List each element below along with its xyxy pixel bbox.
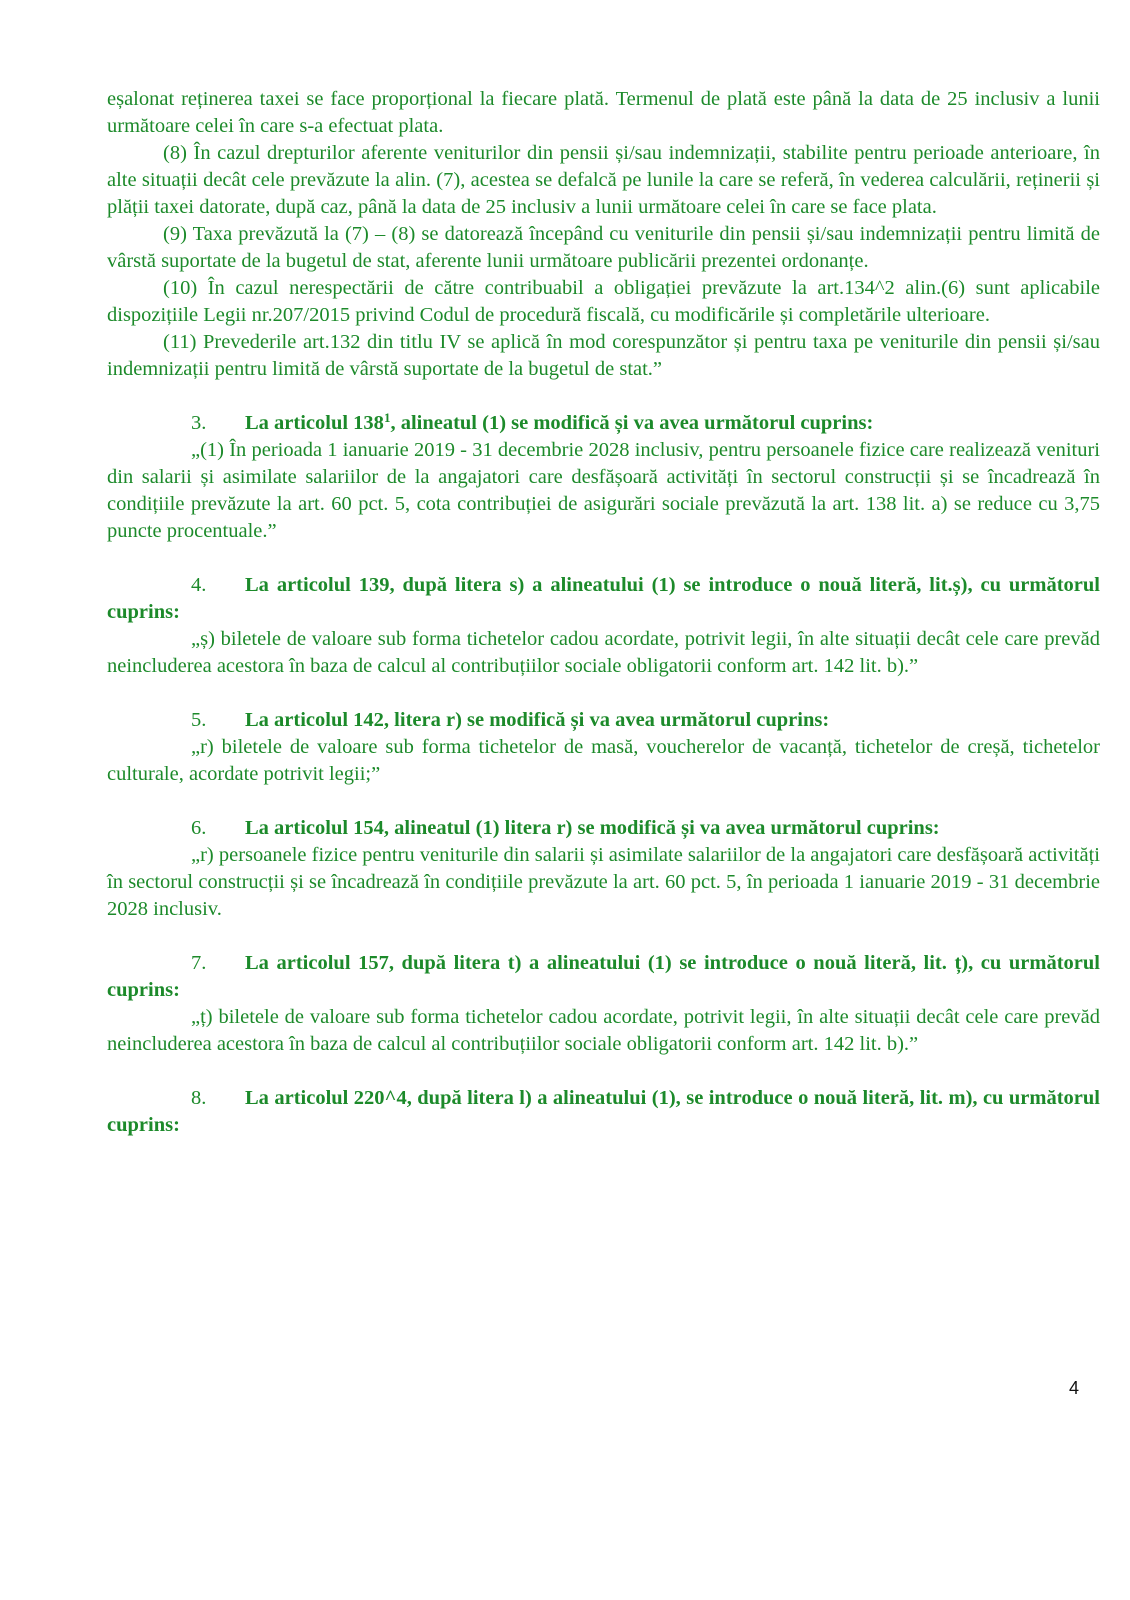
amendment-6-text: „r) persoanele fizice pentru veniturile din salarii și asimilate salariilor de la angajatori care desfășoară activități în sectorul construcții și se încadrează în condițiile prevăzute la art. 60 pct. 5, în perioada 1 ianuarie 2019 - 31 decembrie 2028 inclusiv. — [107, 844, 1100, 920]
paragraph-9: (9) Taxa prevăzută la (7) – (8) se datorează începând cu veniturile din pensii și/sau indemnizații pentru limită de vârstă suportate de la bugetul de stat, aferente lunii următoare publicării prezentei ordonanțe. — [107, 223, 1100, 272]
paragraph-11: (11) Prevederile art.132 din titlu IV se aplică în mod corespunzător și pentru taxa pe veniturile din pensii și/sau indemnizații pentru limită de vârstă suportate de la bugetul de stat.” — [107, 331, 1100, 380]
amendment-7-heading — [107, 950, 1100, 1004]
amendment-heading-text: La articolul 154, alineatul (1) litera r) se modifică și va avea următorul cuprins: — [245, 817, 940, 839]
amendment-5-text: „r) biletele de valoare sub forma tichetelor de masă, voucherelor de vacanță, tichetelor de creșă, tichetelor culturale, acordate potrivit legii;” — [107, 736, 1100, 785]
amendment-3-text: „(1) În perioada 1 ianuarie 2019 - 31 decembrie 2028 inclusiv, pentru persoanele fizice care realizează venituri din salarii și asimilate salariilor de la angajatori care desfășoară activități în sectorul construcții și se încadrează în condițiile prevăzute la art. 60 pct. 5, cota contribuției de asigurări sociale prevăzută la art. 138 lit. a) se reduce cu 3,75 puncte procentuale.” — [107, 439, 1100, 542]
heading-part: La articolul 138 — [245, 412, 384, 434]
amendment-heading-text: La articolul 157, după litera t) a alineatului (1) se introduce o nouă literă, lit. ț), cu următorul cuprins: — [107, 952, 1100, 1001]
amendment-4-heading — [107, 572, 1100, 626]
amendment-number: 3. — [191, 412, 207, 434]
amendment-number: 4. — [191, 574, 207, 596]
amendment-number: 8. — [191, 1087, 207, 1109]
document-body — [107, 86, 1100, 1139]
paragraph-8: (8) În cazul drepturilor aferente veniturilor din pensii și/sau indemnizații, stabilite pentru perioade anterioare, în alte situații decât cele prevăzute la alin. (7), acestea se defalcă pe lunile la care se referă, în vederea calculării, reținerii și plății taxei datorate, după caz, până la data de 25 inclusiv a lunii următoare celei în care se face plata. — [107, 142, 1100, 218]
amendment-number: 7. — [191, 952, 207, 974]
amendment-heading-text: La articolul 220^4, după litera l) a alineatului (1), se introduce o nouă literă, lit. m), cu următorul cuprins: — [107, 1087, 1100, 1136]
superscript: 1 — [383, 410, 391, 425]
amendment-3-heading — [107, 410, 1100, 437]
amendment-7-text: „ț) biletele de valoare sub forma tichetelor cadou acordate, potrivit legii, în alte situații decât cele care prevăd neincluderea acestora în baza de calcul al contribuțiilor sociale obligatorii conform art. 142 lit. b).” — [107, 1006, 1100, 1055]
amendment-heading-text: La articolul 142, litera r) se modifică și va avea următorul cuprins: — [245, 709, 830, 731]
amendment-heading-text: La articolul 139, după litera s) a alineatului (1) se introduce o nouă literă, lit.ș), cu următorul cuprins: — [107, 574, 1100, 623]
amendment-6-heading — [107, 815, 1100, 842]
paragraph-continuation: eșalonat reținerea taxei se face proporțional la fiecare plată. Termenul de plată este până la data de 25 inclusiv a lunii următoare celei în care s-a efectuat plata. — [107, 88, 1100, 137]
amendment-8-heading — [107, 1085, 1100, 1139]
amendment-heading-text — [245, 412, 873, 434]
heading-part: , alineatul (1) se modifică și va avea următorul cuprins: — [390, 412, 874, 434]
page-number: 4 — [1069, 1378, 1080, 1398]
amendment-number: 6. — [191, 817, 207, 839]
amendment-4-text: „ș) biletele de valoare sub forma tichetelor cadou acordate, potrivit legii, în alte situații decât cele care prevăd neincluderea acestora în baza de calcul al contribuțiilor sociale obligatorii conform art. 142 lit. b).” — [107, 628, 1100, 677]
paragraph-10: (10) În cazul nerespectării de către contribuabil a obligației prevăzute la art.134^2 alin.(6) sunt aplicabile dispozițiile Legii nr.207/2015 privind Codul de procedură fiscală, cu modificările și completările ulterioare. — [107, 277, 1100, 326]
amendment-5-heading — [107, 707, 1100, 734]
amendment-number: 5. — [191, 709, 207, 731]
